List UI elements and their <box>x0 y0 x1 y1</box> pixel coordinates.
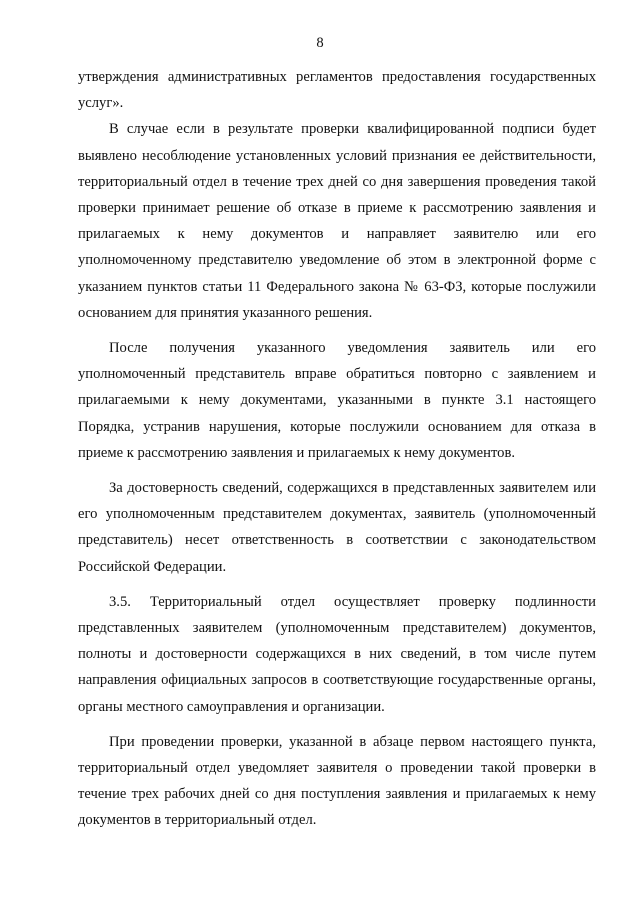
paragraph-after-notice: После получения указанного уведомления заявитель или его уполномоченный представитель вправе обратиться повторно с заявлением и прилагаемыми к нему документами, указанными в пункте 3.1 настоящего Порядка, устранив нарушения, которые послужили основанием для отказа в приеме к рассмотрению заявления и прилагаемых к нему документов. <box>78 340 596 461</box>
paragraph-3-5: 3.5. Территориальный отдел осуществляет проверку подлинности представленных заявителем (уполномоченным представителем) документов, полноты и достоверности содержащихся в них сведений, в том числе путем направления официальных запросов в соответствующие государственные органы, органы местного самоуправления и организации. <box>78 593 596 715</box>
paragraph-gap <box>78 580 596 589</box>
paragraph-verification-notice: При проведении проверки, указанной в абзаце первом настоящего пункта, территориальный отдел уведомляет заявителя о проведении такой проверки в течение трех рабочих дней со дня поступления заявления и прилагаемых к нему документов в территориальный отдел. <box>78 733 596 829</box>
paragraph-qualified-signature: В случае если в результате проверки квалифицированной подписи будет выявлено несоблюдение установленных условий признания ее действительности, территориальный отдел в течение трех дней со дня завершения проведения такой проверки принимает решение об отказе в приеме к рассмотрению заявления и прилагаемых к нему документов и направляет заявителю или его уполномоченному представителю уведомление об этом в электронной форме с указанием пунктов статьи 11 Федерального закона № 63-ФЗ, которые послужили основанием для принятия указанного решения. <box>78 121 596 321</box>
paragraph-continued: утверждения административных регламентов предоставления государственных услуг». <box>78 69 596 112</box>
page-number: 8 <box>316 35 324 51</box>
paragraph-gap <box>78 720 596 729</box>
paragraph-gap <box>78 466 596 475</box>
paragraph-gap <box>78 326 596 335</box>
document-body <box>78 64 596 834</box>
paragraph-responsibility: За достоверность сведений, содержащихся в представленных заявителем или его уполномоченным представителем документах, заявитель (уполномоченный представитель) несет ответственность в соответствии с законодательством Российской Федерации. <box>78 480 596 575</box>
